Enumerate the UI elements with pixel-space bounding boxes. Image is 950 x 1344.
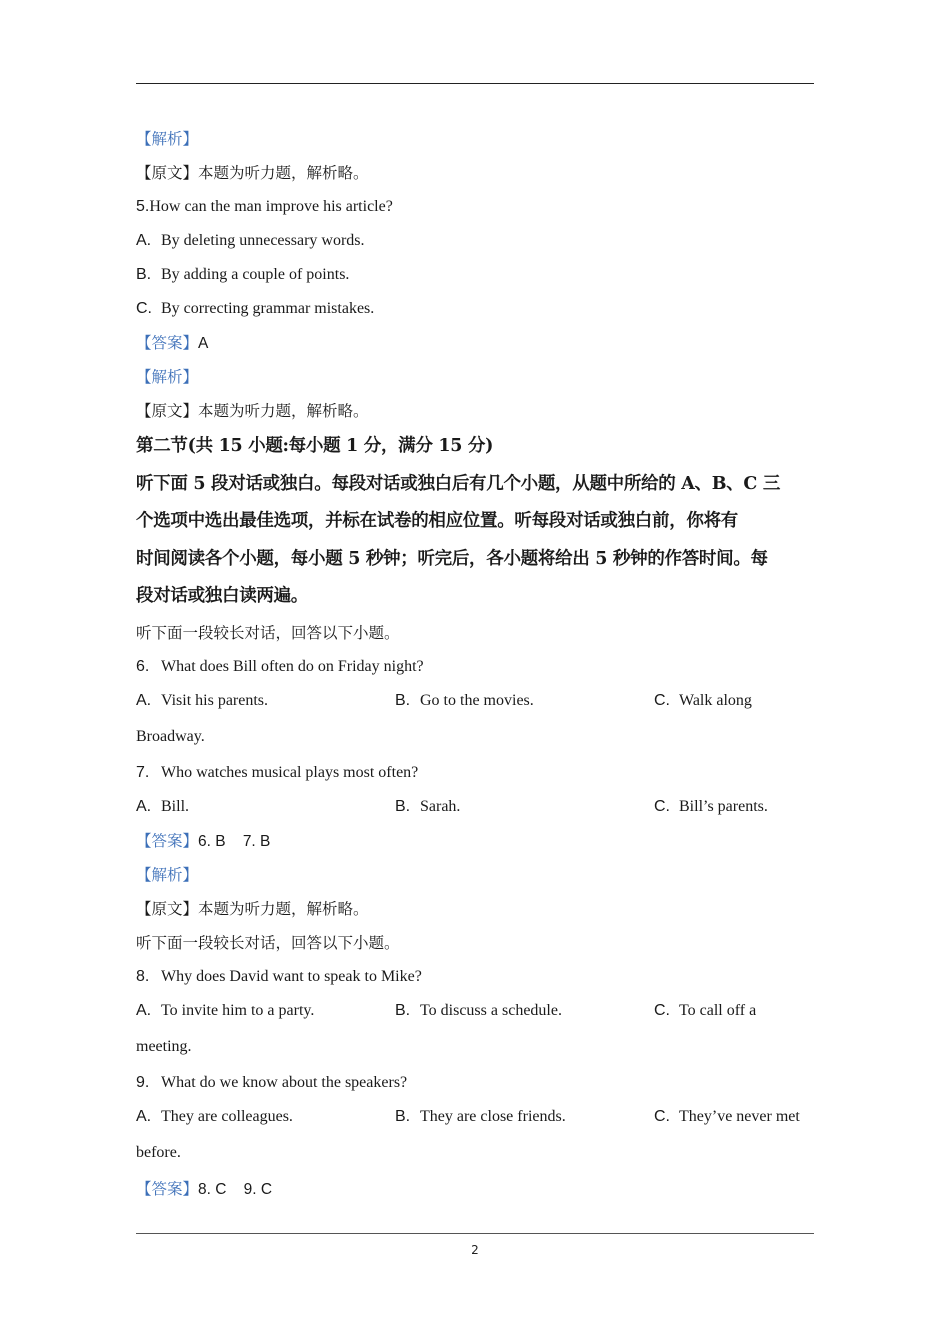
q9-options bbox=[136, 1100, 816, 1136]
question-7 bbox=[136, 756, 816, 790]
original-tag: 【原文】 bbox=[136, 402, 199, 420]
section-instruction-3: 时间阅读各个小题，每小题 5 秒钟；听完后，各小题将给出 5 秒钟的作答时间。每 bbox=[136, 548, 768, 569]
option-text: Visit his parents. bbox=[161, 691, 269, 709]
option-label: C. bbox=[136, 300, 152, 317]
option-text: By deleting unnecessary words. bbox=[161, 232, 365, 249]
q8-option-b bbox=[395, 994, 654, 1030]
option-text: To call off a bbox=[679, 1001, 757, 1019]
analysis-tag: 【解析】 bbox=[136, 865, 199, 884]
option-label: C. bbox=[654, 1001, 670, 1019]
question-number: 9. bbox=[136, 1073, 150, 1091]
section-heading: 第二节(共 15 小题:每小题 1 分，满分 15 分) bbox=[136, 436, 494, 456]
option-label: A. bbox=[136, 232, 152, 249]
option-text: Walk along bbox=[679, 691, 752, 709]
original-text-line bbox=[136, 892, 816, 926]
answer-text: A bbox=[198, 335, 209, 352]
q5-option-b bbox=[136, 258, 816, 292]
option-label: B. bbox=[395, 691, 411, 709]
answer-line bbox=[136, 326, 816, 360]
option-label: B. bbox=[395, 797, 411, 815]
option-label: A. bbox=[136, 1107, 152, 1125]
question-text: Who watches musical plays most often? bbox=[161, 763, 419, 781]
option-text: By adding a couple of points. bbox=[161, 266, 350, 283]
section-instruction-4: 段对话或独白读两遍。 bbox=[136, 586, 308, 606]
option-label: A. bbox=[136, 1001, 152, 1019]
q6-option-a bbox=[136, 684, 395, 720]
footer-rule bbox=[136, 1233, 814, 1234]
q6-option-c-continued: Broadway. bbox=[136, 727, 205, 745]
option-text: Bill. bbox=[161, 797, 190, 815]
original-tag: 【原文】 bbox=[136, 899, 199, 918]
original-text: 本题为听力题，解析略。 bbox=[198, 164, 369, 182]
option-text: To discuss a schedule. bbox=[420, 1001, 562, 1019]
option-label: C. bbox=[654, 797, 670, 815]
answer-tag: 【答案】 bbox=[136, 1179, 199, 1198]
option-text: They are close friends. bbox=[420, 1107, 566, 1125]
option-label: C. bbox=[654, 1107, 670, 1125]
option-text: They are colleagues. bbox=[161, 1107, 293, 1125]
analysis-line bbox=[136, 858, 816, 892]
question-5 bbox=[136, 190, 816, 224]
analysis-line bbox=[136, 122, 816, 156]
question-number: 8. bbox=[136, 967, 150, 985]
page-number: 2 bbox=[471, 1243, 479, 1257]
q8-option-c bbox=[654, 994, 816, 1030]
option-text: Go to the movies. bbox=[420, 691, 534, 709]
q9-option-c bbox=[654, 1100, 816, 1136]
question-text: Why does David want to speak to Mike? bbox=[161, 967, 422, 985]
question-number: 6. bbox=[136, 657, 150, 675]
option-label: B. bbox=[395, 1107, 411, 1125]
original-text-line bbox=[136, 156, 816, 190]
original-text: 本题为听力题，解析略。 bbox=[198, 402, 369, 420]
section-instruction-1: 听下面 5 段对话或独白。每段对话或独白后有几个小题，从题中所给的 A、B、C 三 bbox=[136, 473, 781, 494]
original-tag: 【原文】 bbox=[136, 164, 199, 182]
answer-text: 8. C 9. C bbox=[198, 1180, 273, 1198]
q9-option-a bbox=[136, 1100, 395, 1136]
question-text: What do we know about the speakers? bbox=[161, 1073, 408, 1091]
question-number: 7. bbox=[136, 763, 150, 781]
question-number: 5. bbox=[136, 198, 150, 215]
q8-option-a bbox=[136, 994, 395, 1030]
q8-options bbox=[136, 994, 816, 1030]
option-label: B. bbox=[136, 266, 152, 283]
question-text: What does Bill often do on Friday night? bbox=[161, 657, 424, 675]
header-rule bbox=[136, 83, 814, 84]
answer-line bbox=[136, 824, 816, 858]
answer-line bbox=[136, 1172, 816, 1206]
q7-options bbox=[136, 790, 816, 824]
q7-option-a bbox=[136, 790, 395, 824]
q6-option-c bbox=[654, 684, 816, 720]
option-label: B. bbox=[395, 1001, 411, 1019]
q6-options bbox=[136, 684, 816, 720]
option-text: By correcting grammar mistakes. bbox=[161, 300, 375, 317]
option-label: A. bbox=[136, 797, 152, 815]
option-text: To invite him to a party. bbox=[161, 1001, 315, 1019]
option-text: Sarah. bbox=[420, 797, 461, 815]
section-instruction-2: 个选项中选出最佳选项，并标在试卷的相应位置。听每段对话或独白前，你将有 bbox=[136, 511, 738, 531]
question-text: How can the man improve his article? bbox=[149, 198, 393, 215]
option-label: A. bbox=[136, 691, 152, 709]
q5-option-a bbox=[136, 224, 816, 258]
option-text: They’ve never met bbox=[679, 1107, 800, 1125]
q8-option-c-continued: meeting. bbox=[136, 1037, 192, 1055]
q6-option-b bbox=[395, 684, 654, 720]
question-9 bbox=[136, 1066, 816, 1100]
answer-tag: 【答案】 bbox=[136, 334, 199, 352]
document-body bbox=[136, 122, 816, 1206]
q5-option-c bbox=[136, 292, 816, 326]
q9-option-b bbox=[395, 1100, 654, 1136]
original-text-line bbox=[136, 394, 816, 428]
q7-option-b bbox=[395, 790, 654, 824]
option-label: C. bbox=[654, 691, 670, 709]
option-text: Bill’s parents. bbox=[679, 797, 768, 815]
analysis-tag: 【解析】 bbox=[136, 368, 199, 386]
analysis-tag: 【解析】 bbox=[136, 130, 199, 148]
analysis-line bbox=[136, 360, 816, 394]
answer-text: 6. B 7. B bbox=[198, 832, 271, 850]
dialogue-intro: 听下面一段较长对话，回答以下小题。 bbox=[136, 623, 400, 642]
question-8 bbox=[136, 960, 816, 994]
q9-option-c-continued: before. bbox=[136, 1143, 181, 1161]
original-text: 本题为听力题，解析略。 bbox=[198, 899, 369, 918]
question-6 bbox=[136, 650, 816, 684]
answer-tag: 【答案】 bbox=[136, 831, 199, 850]
q7-option-c bbox=[654, 790, 816, 824]
dialogue-intro: 听下面一段较长对话，回答以下小题。 bbox=[136, 933, 400, 952]
